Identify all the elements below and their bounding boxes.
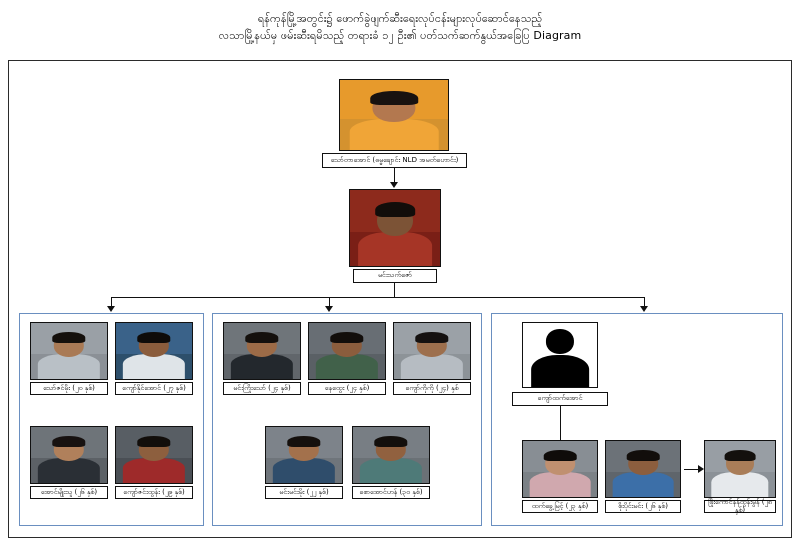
arrow-leader-to-second (390, 182, 398, 188)
member-photo (223, 322, 301, 380)
second-photo (349, 189, 441, 267)
list-item[interactable] (265, 426, 343, 499)
member-photo (30, 322, 108, 380)
member-photo (308, 322, 386, 380)
list-item[interactable] (30, 322, 108, 395)
list-item[interactable] (605, 440, 681, 513)
member-caption: ကျော်နိုင်အောင် (၂၇ နှစ်) (115, 382, 193, 395)
member-caption: ကျော်ဇင်းထွန်း (၂၉ နှစ်) (115, 486, 193, 499)
member-photo (704, 440, 776, 498)
connector-trunk (394, 283, 395, 297)
leader-caption: သော်တာအောင် (ဓမ္မချောင်း NLD အမတ်ဟောင်း) (322, 153, 467, 168)
page-title (0, 0, 800, 44)
list-item[interactable] (393, 322, 471, 395)
list-item[interactable] (115, 322, 193, 395)
member-caption: နေထွေး (၂၄ နှစ်) (308, 382, 386, 395)
list-item[interactable] (30, 426, 108, 499)
arrow-group-left (107, 306, 115, 312)
member-photo (605, 440, 681, 498)
member-photo (522, 440, 598, 498)
node-second[interactable] (349, 189, 441, 267)
connector-distributor (111, 297, 644, 298)
member-photo (30, 426, 108, 484)
list-item[interactable] (115, 426, 193, 499)
leader-photo (339, 79, 449, 151)
member-photo (352, 426, 430, 484)
member-caption: မင်းမင်းမိုး (၂၂ နှစ်) (265, 486, 343, 499)
list-item[interactable] (522, 440, 598, 513)
member-caption: စောအောင်ဟန် (၃၀ နှစ်) (352, 486, 430, 499)
member-photo (265, 426, 343, 484)
node-leader[interactable] (339, 79, 449, 151)
member-caption: မင်းကြိုးသော် (၂၄ နှစ်) (223, 382, 301, 395)
group-middle-box (212, 313, 482, 526)
title-line-1: ရန်ကုန်မြို့အတွင်း၌ ဖောက်ခွဲဖျက်ဆီးရေးလုပ်ငန်းများလုပ်ဆောင်နေသည့် (257, 12, 543, 25)
group-left-box (19, 313, 204, 526)
member-photo (115, 322, 193, 380)
list-item[interactable] (352, 426, 430, 499)
member-caption: သော်ဇင်မိုး (၂၀ နှစ်) (30, 382, 108, 395)
group-right-box (491, 313, 783, 526)
title-line-2: လသာမြို့နယ်မှ ဖမ်းဆီးရမိသည့် တရားခံ ၁၂ ဦး၏ ပတ်သက်ဆက်နွယ်အခြေပြ Diagram (218, 29, 582, 43)
arrow-group-middle (325, 306, 333, 312)
list-item[interactable] (704, 440, 776, 513)
group-right-head-caption: ကျော်ထက်အောင် (512, 392, 608, 406)
member-caption: ကျော်ကိုကို (၂၄) နှစ် (393, 382, 471, 395)
arrow-group-right (640, 306, 648, 312)
second-caption: မင်းသက်ဇော် (353, 269, 437, 283)
member-caption: ထက်ခွေ့မြင့် (၂၃ နှစ်) (522, 500, 598, 513)
diagram-frame (8, 60, 792, 538)
list-item[interactable] (308, 322, 386, 395)
member-caption: ဖြိုးကောင်နန်ထွန်းမွန် (၂၈ နှစ်) (704, 500, 776, 513)
list-item[interactable] (223, 322, 301, 395)
silhouette-icon (522, 322, 598, 388)
connector-head-to-members (560, 406, 561, 440)
member-caption: အောင်မျိုးသူ (၂၆ နှစ်) (30, 486, 108, 499)
member-photo (115, 426, 193, 484)
member-caption: စိုးပိုင်းမင်း (၂၆ နှစ်) (605, 500, 681, 513)
node-group-right-head[interactable] (522, 322, 598, 388)
member-photo (393, 322, 471, 380)
